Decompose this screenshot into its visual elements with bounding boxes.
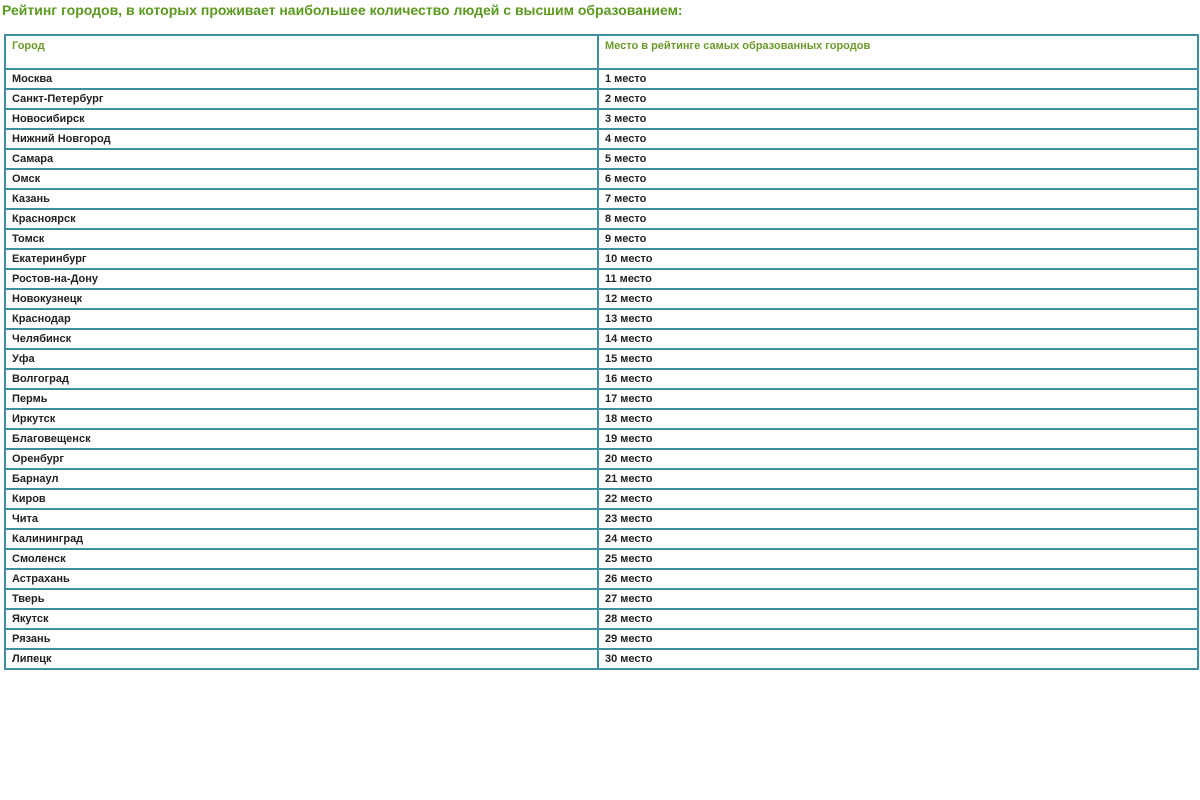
city-cell: Астрахань — [5, 569, 598, 589]
place-cell: 26 место — [598, 569, 1198, 589]
place-cell: 17 место — [598, 389, 1198, 409]
place-cell: 16 место — [598, 369, 1198, 389]
city-cell: Липецк — [5, 649, 598, 669]
city-cell: Москва — [5, 69, 598, 89]
place-cell: 20 место — [598, 449, 1198, 469]
place-cell: 9 место — [598, 229, 1198, 249]
city-cell: Ростов-на-Дону — [5, 269, 598, 289]
table-row — [5, 229, 1198, 249]
table-row — [5, 289, 1198, 309]
table-row — [5, 389, 1198, 409]
city-cell: Волгоград — [5, 369, 598, 389]
table-row — [5, 309, 1198, 329]
place-cell: 18 место — [598, 409, 1198, 429]
place-cell: 5 место — [598, 149, 1198, 169]
table-row — [5, 129, 1198, 149]
city-cell: Чита — [5, 509, 598, 529]
table-row — [5, 169, 1198, 189]
place-cell: 1 место — [598, 69, 1198, 89]
city-cell: Уфа — [5, 349, 598, 369]
table-row — [5, 509, 1198, 529]
city-cell: Санкт-Петербург — [5, 89, 598, 109]
table-row — [5, 89, 1198, 109]
city-cell: Киров — [5, 489, 598, 509]
place-cell: 10 место — [598, 249, 1198, 269]
city-cell: Екатеринбург — [5, 249, 598, 269]
place-cell: 28 место — [598, 609, 1198, 629]
city-cell: Калининград — [5, 529, 598, 549]
place-cell: 2 место — [598, 89, 1198, 109]
table-row — [5, 529, 1198, 549]
place-cell: 8 место — [598, 209, 1198, 229]
table-row — [5, 429, 1198, 449]
table-row — [5, 249, 1198, 269]
place-cell: 27 место — [598, 589, 1198, 609]
table-row — [5, 269, 1198, 289]
place-cell: 7 место — [598, 189, 1198, 209]
table-row — [5, 629, 1198, 649]
rating-table — [4, 34, 1199, 670]
place-cell: 21 место — [598, 469, 1198, 489]
place-cell: 13 место — [598, 309, 1198, 329]
city-cell: Новосибирск — [5, 109, 598, 129]
city-cell: Самара — [5, 149, 598, 169]
table-row — [5, 449, 1198, 469]
table-row — [5, 349, 1198, 369]
column-header-city: Город — [5, 35, 598, 69]
table-row — [5, 469, 1198, 489]
table-row — [5, 209, 1198, 229]
table-row — [5, 189, 1198, 209]
page-title: Рейтинг городов, в которых проживает наибольшее количество людей с высшим образованием: — [2, 2, 683, 18]
table-row — [5, 369, 1198, 389]
place-cell: 14 место — [598, 329, 1198, 349]
table-row — [5, 609, 1198, 629]
place-cell: 23 место — [598, 509, 1198, 529]
place-cell: 3 место — [598, 109, 1198, 129]
city-cell: Благовещенск — [5, 429, 598, 449]
city-cell: Томск — [5, 229, 598, 249]
table-row — [5, 489, 1198, 509]
city-cell: Смоленск — [5, 549, 598, 569]
place-cell: 25 место — [598, 549, 1198, 569]
city-cell: Краснодар — [5, 309, 598, 329]
city-cell: Рязань — [5, 629, 598, 649]
place-cell: 30 место — [598, 649, 1198, 669]
place-cell: 24 место — [598, 529, 1198, 549]
city-cell: Казань — [5, 189, 598, 209]
place-cell: 6 место — [598, 169, 1198, 189]
place-cell: 19 место — [598, 429, 1198, 449]
column-header-place: Место в рейтинге самых образованных городов — [598, 35, 1198, 69]
city-cell: Красноярск — [5, 209, 598, 229]
place-cell: 29 место — [598, 629, 1198, 649]
place-cell: 15 место — [598, 349, 1198, 369]
table-header-row — [5, 35, 1198, 69]
table-row — [5, 589, 1198, 609]
city-cell: Пермь — [5, 389, 598, 409]
table-row — [5, 329, 1198, 349]
table-row — [5, 149, 1198, 169]
city-cell: Тверь — [5, 589, 598, 609]
table-row — [5, 69, 1198, 89]
place-cell: 12 место — [598, 289, 1198, 309]
table-row — [5, 649, 1198, 669]
table-body — [5, 69, 1198, 669]
table-row — [5, 109, 1198, 129]
place-cell: 22 место — [598, 489, 1198, 509]
city-cell: Омск — [5, 169, 598, 189]
table-row — [5, 549, 1198, 569]
city-cell: Иркутск — [5, 409, 598, 429]
city-cell: Новокузнецк — [5, 289, 598, 309]
table-row — [5, 569, 1198, 589]
place-cell: 4 место — [598, 129, 1198, 149]
city-cell: Якутск — [5, 609, 598, 629]
city-cell: Челябинск — [5, 329, 598, 349]
table-row — [5, 409, 1198, 429]
place-cell: 11 место — [598, 269, 1198, 289]
city-cell: Барнаул — [5, 469, 598, 489]
city-cell: Оренбург — [5, 449, 598, 469]
city-cell: Нижний Новгород — [5, 129, 598, 149]
